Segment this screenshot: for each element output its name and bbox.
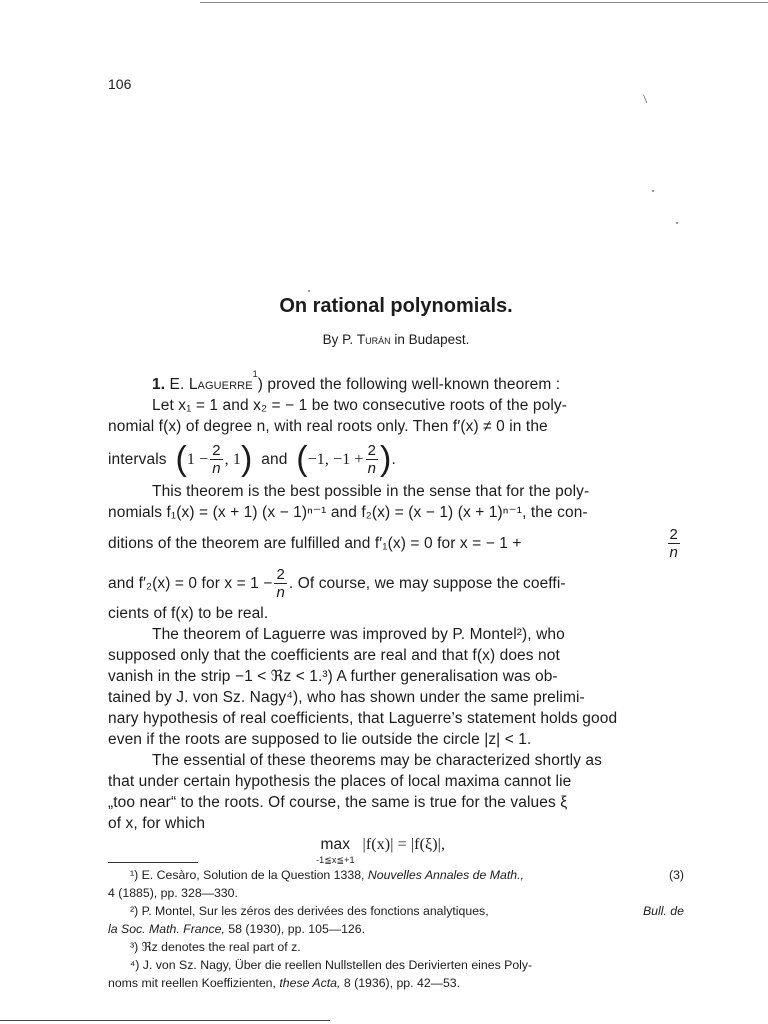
- text-line: Let x₁ = 1 and x₂ = − 1 be two consecutive roots of the poly-: [152, 397, 567, 414]
- scan-speck: [652, 190, 654, 192]
- footnote-journal: Nouvelles Annales de Math.,: [367, 868, 524, 882]
- fraction-numerator: 2: [276, 565, 285, 583]
- footnote-text: (3): [668, 868, 684, 882]
- text-segment: .: [391, 450, 396, 468]
- bottom-rule: [0, 1020, 330, 1021]
- footnote-journal: Bull. de: [642, 904, 684, 918]
- text-line: This theorem is the best possible in the sense that for the poly-: [152, 483, 590, 500]
- footnote-line: [108, 974, 684, 992]
- footnote-line: [108, 866, 684, 884]
- text-line: cients of f(x) to be real.: [108, 605, 269, 622]
- fraction-denominator: n: [669, 543, 678, 561]
- scan-speck: [308, 290, 310, 292]
- footnote-line: ³) ℜz denotes the real part of z.: [130, 940, 301, 954]
- footnote-text: 8 (1936), pp. 42—53.: [340, 976, 461, 990]
- math-line: [108, 563, 682, 603]
- body-text: [108, 369, 682, 872]
- paren-close: ): [380, 440, 392, 478]
- paren-open: (: [175, 440, 187, 478]
- paren-close: ): [240, 440, 253, 478]
- text-line: tained by J. von Sz. Nagy⁴), who has shown under the same prelimi-: [108, 689, 585, 706]
- text-segment: ditions of the theorem are fulfilled and f′₁(x) = 0 for x = − 1 +: [108, 534, 522, 552]
- text-line: nomials f₁(x) = (x + 1) (x − 1)ⁿ⁻¹ and f₂(x) = (x − 1) (x + 1)ⁿ⁻¹, the con-: [108, 504, 588, 521]
- text-line: supposed only that the coefficients are real and that f(x) does not: [108, 647, 560, 664]
- footnote-journal: these Acta,: [279, 976, 341, 990]
- text-segment: ) proved the following well-known theorem :: [257, 376, 561, 393]
- text-line: The essential of these theorems may be characterized shortly as: [152, 752, 602, 769]
- section-number: 1.: [152, 376, 166, 393]
- byline-place: in Budapest.: [390, 332, 470, 347]
- byline: [0, 332, 768, 347]
- fraction: [366, 442, 378, 477]
- fraction-denominator: n: [212, 459, 221, 477]
- math-expr: 1 −: [186, 450, 209, 468]
- text-line: vanish in the strip −1 < ℜz < 1.³) A further generalisation was ob-: [108, 668, 558, 685]
- text-line: that under certain hypothesis the places of local maxima cannot lie: [108, 773, 572, 790]
- fraction-numerator: 2: [367, 441, 377, 459]
- author-name: Laguerre: [188, 376, 253, 393]
- footnote-line: [108, 902, 684, 920]
- text-line: of x, for which: [108, 815, 206, 832]
- footnote-text: noms mit reellen Koeffizienten,: [108, 976, 280, 990]
- scan-speck: [676, 222, 678, 224]
- fraction: [210, 442, 222, 477]
- text-line: even if the roots are supposed to lie outside the circle |z| < 1.: [108, 731, 532, 748]
- text-segment: and: [261, 450, 288, 468]
- fraction-numerator: 2: [669, 525, 678, 543]
- text-segment: . Of course, we may suppose the coeffi-: [288, 574, 566, 592]
- text-line: nary hypothesis of real coefficients, that Laguerre’s statement holds good: [108, 710, 618, 727]
- text-segment: intervals: [108, 450, 167, 468]
- text-segment: and f′₂(x) = 0 for x = 1 −: [108, 574, 273, 592]
- max-label: max: [320, 836, 351, 853]
- paper-title: On rational polynomials.: [279, 295, 513, 317]
- max-subscript: -1≦x≦+1: [316, 855, 355, 865]
- footnote-rule: [108, 862, 198, 863]
- paren-open: (: [296, 440, 308, 478]
- page-number: 106: [108, 76, 132, 92]
- top-rule: [200, 2, 768, 3]
- footnote-line: 4 (1885), pp. 328—330.: [108, 886, 238, 900]
- scan-mark: /: [640, 94, 651, 105]
- footnote-line: ⁴) J. von Sz. Nagy, Über die reellen Nullstellen des Derivierten eines Poly-: [130, 958, 533, 972]
- footnote-text: ¹) E. Cesàro, Solution de la Question 1338,: [130, 868, 368, 882]
- text-line: 1. E. Laguerre 1 ) proved the following well-known theorem :: [152, 369, 561, 393]
- text-line: nomial f(x) of degree n, with real roots only. Then f′(x) ≠ 0 in the: [108, 418, 548, 435]
- footnotes: [108, 866, 684, 992]
- footnote-journal: la Soc. Math. France,: [108, 922, 225, 936]
- math-line: [108, 523, 682, 563]
- math-expr: , 1: [224, 450, 241, 468]
- math-line-intervals: [108, 437, 682, 481]
- math-expr: −1, −1 +: [307, 450, 364, 468]
- fraction-denominator: n: [276, 583, 285, 601]
- fraction-denominator: n: [367, 459, 377, 477]
- fraction: [668, 526, 680, 561]
- text-line: „too near“ to the roots. Of course, the same is true for the values ξ: [108, 794, 568, 811]
- text-line: The theorem of Laguerre was improved by P. Montel²), who: [152, 626, 565, 643]
- byline-by: By P.: [322, 332, 357, 347]
- footnote-line: [108, 920, 684, 938]
- footnote-text: 58 (1930), pp. 105—126.: [224, 922, 366, 936]
- footnote-text: ²) P. Montel, Sur les zéros des derivées des fonctions analytiques,: [130, 904, 489, 918]
- math-expr: |f(x)| = |f(ξ)|,: [362, 836, 446, 853]
- fraction: [274, 566, 286, 601]
- fraction-numerator: 2: [212, 441, 221, 459]
- byline-author: Turán: [356, 332, 391, 347]
